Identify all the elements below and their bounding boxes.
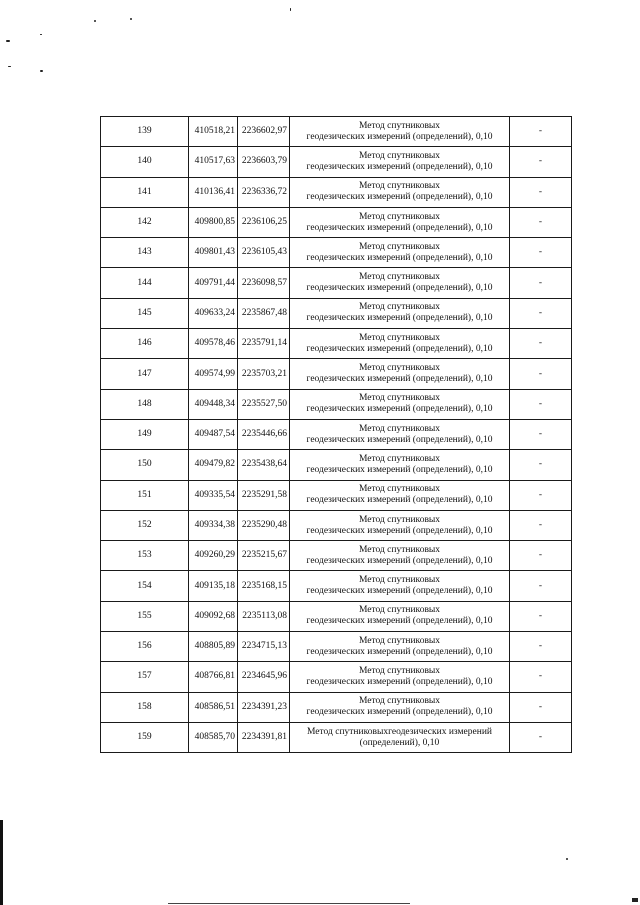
dash-cell: - xyxy=(510,207,572,237)
table-row xyxy=(101,298,572,328)
point-number: 144 xyxy=(101,268,189,298)
point-number: 146 xyxy=(101,329,189,359)
point-number: 153 xyxy=(101,541,189,571)
method-line-1: Метод спутниковых xyxy=(358,544,441,555)
dash-cell: - xyxy=(510,117,572,147)
table-row xyxy=(101,662,572,692)
x-coordinate: 409092,68 xyxy=(189,601,238,631)
method-cell xyxy=(290,480,510,510)
method-cell xyxy=(290,117,510,147)
x-coordinate: 409791,44 xyxy=(189,268,238,298)
dash-cell: - xyxy=(510,359,572,389)
method-line-1: Метод спутниковых xyxy=(358,484,441,495)
y-coordinate: 2236105,43 xyxy=(238,238,290,268)
method-line-2: геодезических измерений (определений), 0,10 xyxy=(306,586,493,597)
method-line-1: Метод спутниковых xyxy=(358,696,441,707)
point-number: 148 xyxy=(101,389,189,419)
method-line-1: Метод спутниковых xyxy=(358,120,441,131)
point-number: 151 xyxy=(101,480,189,510)
method-line-2: геодезических измерений (определений), 0,10 xyxy=(306,283,493,294)
x-coordinate: 409633,24 xyxy=(189,298,238,328)
dash-cell: - xyxy=(510,298,572,328)
y-coordinate: 2236603,79 xyxy=(238,147,290,177)
x-coordinate: 409801,43 xyxy=(189,238,238,268)
table-row xyxy=(101,268,572,298)
point-number: 150 xyxy=(101,450,189,480)
method-line-2: геодезических измерений (определений), 0,10 xyxy=(306,464,493,475)
y-coordinate: 2235291,58 xyxy=(238,480,290,510)
method-line-2: геодезических измерений (определений), 0,10 xyxy=(306,192,493,203)
table-row xyxy=(101,480,572,510)
scan-edge-shadow xyxy=(0,820,3,905)
dash-cell: - xyxy=(510,147,572,177)
method-line-1: Метод спутниковых xyxy=(358,514,441,525)
scan-speck xyxy=(6,40,10,42)
dash-cell: - xyxy=(510,238,572,268)
method-cell xyxy=(290,207,510,237)
point-number: 158 xyxy=(101,692,189,722)
table-row xyxy=(101,117,572,147)
y-coordinate: 2234391,81 xyxy=(238,722,290,752)
x-coordinate: 409800,85 xyxy=(189,207,238,237)
method-line-2: геодезических измерений (определений), 0,10 xyxy=(306,374,493,385)
method-line-2: геодезических измерений (определений), 0,10 xyxy=(306,131,493,142)
method-line-2: геодезических измерений (определений), 0,10 xyxy=(306,555,493,566)
table-row xyxy=(101,238,572,268)
x-coordinate: 409334,38 xyxy=(189,510,238,540)
table-row xyxy=(101,450,572,480)
method-line-1: Метод спутниковых xyxy=(358,393,441,404)
method-line-1: Метод спутниковых xyxy=(358,272,441,283)
y-coordinate: 2235215,67 xyxy=(238,541,290,571)
method-line-1: Метод спутниковых xyxy=(358,635,441,646)
scan-speck xyxy=(290,8,291,11)
y-coordinate: 2236336,72 xyxy=(238,177,290,207)
scan-speck xyxy=(566,858,568,860)
method-line-2: геодезических измерений (определений), 0,10 xyxy=(306,404,493,415)
table-row xyxy=(101,389,572,419)
dash-cell: - xyxy=(510,450,572,480)
method-line-1: Метод спутниковых xyxy=(358,605,441,616)
scan-speck xyxy=(40,34,42,35)
method-line-1: Метод спутниковых xyxy=(358,150,441,161)
table-row xyxy=(101,601,572,631)
y-coordinate: 2235290,48 xyxy=(238,510,290,540)
dash-cell: - xyxy=(510,571,572,601)
point-number: 149 xyxy=(101,419,189,449)
coordinates-table xyxy=(100,116,572,753)
method-cell xyxy=(290,177,510,207)
table-row xyxy=(101,147,572,177)
method-cell xyxy=(290,298,510,328)
method-line-2: (определений), 0,10 xyxy=(359,737,440,748)
method-line-1: Метод спутниковых xyxy=(358,423,441,434)
point-number: 143 xyxy=(101,238,189,268)
method-line-2: геодезических измерений (определений), 0,10 xyxy=(306,434,493,445)
method-line-2: геодезических измерений (определений), 0,10 xyxy=(306,616,493,627)
method-line-2: геодезических измерений (определений), 0,10 xyxy=(306,222,493,233)
scan-speck xyxy=(8,66,11,67)
table-row xyxy=(101,692,572,722)
table-row xyxy=(101,722,572,752)
method-cell xyxy=(290,147,510,177)
dash-cell: - xyxy=(510,480,572,510)
table-row xyxy=(101,419,572,449)
method-cell xyxy=(290,541,510,571)
y-coordinate: 2235446,66 xyxy=(238,419,290,449)
dash-cell: - xyxy=(510,419,572,449)
method-line-2: геодезических измерений (определений), 0,10 xyxy=(306,525,493,536)
method-line-1: Метод спутниковыхгеодезических измерений xyxy=(306,726,492,737)
dash-cell: - xyxy=(510,177,572,207)
table-row xyxy=(101,329,572,359)
point-number: 139 xyxy=(101,117,189,147)
y-coordinate: 2234715,13 xyxy=(238,632,290,662)
method-cell xyxy=(290,722,510,752)
point-number: 145 xyxy=(101,298,189,328)
point-number: 157 xyxy=(101,662,189,692)
dash-cell: - xyxy=(510,601,572,631)
x-coordinate: 409574,99 xyxy=(189,359,238,389)
x-coordinate: 410518,21 xyxy=(189,117,238,147)
method-line-1: Метод спутниковых xyxy=(358,211,441,222)
method-cell xyxy=(290,662,510,692)
method-line-2: геодезических измерений (определений), 0,10 xyxy=(306,646,493,657)
scan-speck xyxy=(40,70,43,72)
y-coordinate: 2236106,25 xyxy=(238,207,290,237)
method-line-1: Метод спутниковых xyxy=(358,241,441,252)
x-coordinate: 409260,29 xyxy=(189,541,238,571)
dash-cell: - xyxy=(510,389,572,419)
y-coordinate: 2235867,48 xyxy=(238,298,290,328)
x-coordinate: 409578,46 xyxy=(189,329,238,359)
method-cell xyxy=(290,632,510,662)
y-coordinate: 2234645,96 xyxy=(238,662,290,692)
table-row xyxy=(101,571,572,601)
point-number: 155 xyxy=(101,601,189,631)
y-coordinate: 2235438,64 xyxy=(238,450,290,480)
method-line-1: Метод спутниковых xyxy=(358,363,441,374)
point-number: 154 xyxy=(101,571,189,601)
scan-corner-mark xyxy=(632,898,638,902)
method-cell xyxy=(290,692,510,722)
scan-speck xyxy=(130,18,132,20)
y-coordinate: 2235168,15 xyxy=(238,571,290,601)
method-line-2: геодезических измерений (определений), 0,10 xyxy=(306,676,493,687)
method-cell xyxy=(290,571,510,601)
point-number: 159 xyxy=(101,722,189,752)
y-coordinate: 2235113,08 xyxy=(238,601,290,631)
method-cell xyxy=(290,450,510,480)
point-number: 141 xyxy=(101,177,189,207)
method-line-1: Метод спутниковых xyxy=(358,302,441,313)
point-number: 140 xyxy=(101,147,189,177)
x-coordinate: 408585,70 xyxy=(189,722,238,752)
x-coordinate: 409135,18 xyxy=(189,571,238,601)
method-line-1: Метод спутниковых xyxy=(358,453,441,464)
table-row xyxy=(101,632,572,662)
method-line-1: Метод спутниковых xyxy=(358,181,441,192)
point-number: 147 xyxy=(101,359,189,389)
table-row xyxy=(101,510,572,540)
method-cell xyxy=(290,510,510,540)
x-coordinate: 409448,34 xyxy=(189,389,238,419)
method-line-2: геодезических измерений (определений), 0,10 xyxy=(306,252,493,263)
table-row xyxy=(101,541,572,571)
dash-cell: - xyxy=(510,692,572,722)
y-coordinate: 2235791,14 xyxy=(238,329,290,359)
method-line-1: Метод спутниковых xyxy=(358,332,441,343)
method-line-2: геодезических измерений (определений), 0,10 xyxy=(306,161,493,172)
point-number: 156 xyxy=(101,632,189,662)
x-coordinate: 409479,82 xyxy=(189,450,238,480)
point-number: 142 xyxy=(101,207,189,237)
dash-cell: - xyxy=(510,722,572,752)
dash-cell: - xyxy=(510,510,572,540)
x-coordinate: 409335,54 xyxy=(189,480,238,510)
dash-cell: - xyxy=(510,541,572,571)
y-coordinate: 2236602,97 xyxy=(238,117,290,147)
scan-speck xyxy=(94,20,96,22)
dash-cell: - xyxy=(510,268,572,298)
y-coordinate: 2235527,50 xyxy=(238,389,290,419)
x-coordinate: 408805,89 xyxy=(189,632,238,662)
method-cell xyxy=(290,238,510,268)
x-coordinate: 410517,63 xyxy=(189,147,238,177)
x-coordinate: 408586,51 xyxy=(189,692,238,722)
x-coordinate: 408766,81 xyxy=(189,662,238,692)
method-cell xyxy=(290,389,510,419)
table-row xyxy=(101,177,572,207)
method-cell xyxy=(290,329,510,359)
table-row xyxy=(101,359,572,389)
method-line-2: геодезических измерений (определений), 0,10 xyxy=(306,343,493,354)
method-line-1: Метод спутниковых xyxy=(358,665,441,676)
method-cell xyxy=(290,268,510,298)
y-coordinate: 2234391,23 xyxy=(238,692,290,722)
method-cell xyxy=(290,601,510,631)
x-coordinate: 410136,41 xyxy=(189,177,238,207)
y-coordinate: 2235703,21 xyxy=(238,359,290,389)
dash-cell: - xyxy=(510,662,572,692)
method-line-2: геодезических измерений (определений), 0,10 xyxy=(306,495,493,506)
table-row xyxy=(101,207,572,237)
method-line-2: геодезических измерений (определений), 0,10 xyxy=(306,707,493,718)
dash-cell: - xyxy=(510,632,572,662)
coordinates-table-body xyxy=(101,117,572,753)
method-line-2: геодезических измерений (определений), 0,10 xyxy=(306,313,493,324)
point-number: 152 xyxy=(101,510,189,540)
method-cell xyxy=(290,359,510,389)
x-coordinate: 409487,54 xyxy=(189,419,238,449)
dash-cell: - xyxy=(510,329,572,359)
bottom-rule xyxy=(168,903,410,904)
y-coordinate: 2236098,57 xyxy=(238,268,290,298)
method-cell xyxy=(290,419,510,449)
method-line-1: Метод спутниковых xyxy=(358,575,441,586)
